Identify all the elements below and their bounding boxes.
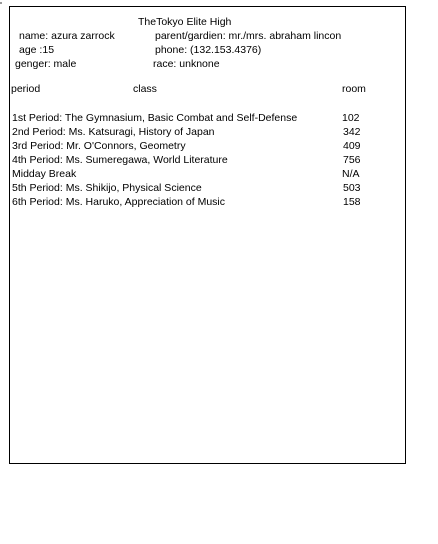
parent-guardian: parent/gardien: mr./mrs. abraham lincon	[155, 30, 342, 42]
parent-phone: phone: (132.153.4376)	[155, 44, 262, 56]
schedule-sheet	[9, 6, 406, 464]
period-label: Midday Break	[12, 168, 77, 180]
room-number: 756	[343, 154, 361, 166]
column-header-class: class	[133, 83, 157, 95]
room-number: N/A	[342, 168, 360, 180]
room-number: 409	[343, 140, 361, 152]
room-number: 342	[343, 126, 361, 138]
period-label: 3rd Period: Mr. O'Connors, Geometry	[12, 140, 186, 152]
student-age: age :15	[19, 44, 55, 56]
period-label: 2nd Period: Ms. Katsuragi, History of Japan	[12, 126, 215, 138]
room-number: 503	[343, 182, 361, 194]
room-number: 158	[343, 196, 361, 208]
room-number: 102	[342, 112, 360, 124]
column-header-room: room	[342, 83, 366, 95]
student-gender: genger: male	[15, 58, 77, 70]
corner-mark	[0, 2, 2, 4]
student-race: race: unknone	[153, 58, 220, 70]
period-label: 5th Period: Ms. Shikijo, Physical Science	[12, 182, 202, 194]
school-title: TheTokyo Elite High	[138, 16, 232, 28]
student-name: name: azura zarrock	[19, 30, 115, 42]
period-label: 6th Period: Ms. Haruko, Appreciation of Music	[12, 196, 226, 208]
column-header-period: period	[11, 83, 41, 95]
period-label: 1st Period: The Gymnasium, Basic Combat and Self-Defense	[12, 112, 298, 124]
period-label: 4th Period: Ms. Sumeregawa, World Literature	[12, 154, 228, 166]
